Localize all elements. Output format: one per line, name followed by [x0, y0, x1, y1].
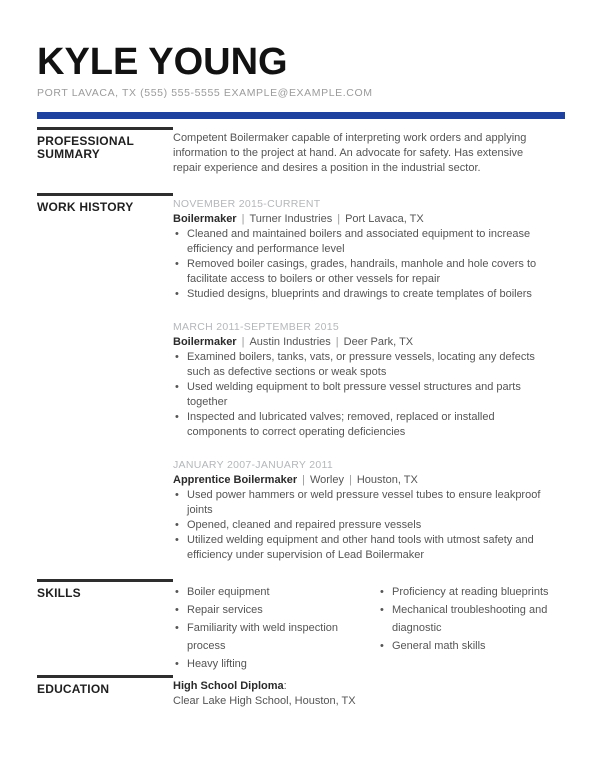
job-bullet: • Examined boilers, tanks, vats, or pressure vessels, locating any defects such as defective sections or weak spots — [173, 350, 551, 380]
job-dates: JANUARY 2007-JANUARY 2011 — [173, 459, 334, 471]
job-bullet: • Used power hammers or weld pressure vessel tubes to ensure leakproof joints — [173, 488, 551, 518]
section-label-professional-summary: PROFESSIONAL SUMMARY — [37, 127, 173, 161]
education-degree: High School Diploma — [173, 680, 284, 692]
section-professional-summary — [37, 127, 565, 176]
section-label-education: EDUCATION — [37, 675, 173, 696]
skill-item: • Repair services — [173, 601, 363, 619]
section-label-work-history: WORK HISTORY — [37, 193, 173, 214]
skills-columns — [173, 583, 566, 673]
job-entry — [173, 458, 565, 563]
pipe-separator: | — [335, 336, 339, 348]
section-content-work-history — [173, 193, 565, 563]
job-title: Boilermaker — [173, 213, 237, 225]
job-title-line — [173, 473, 565, 488]
pipe-separator: | — [349, 474, 352, 486]
job-title: Boilermaker — [173, 336, 237, 348]
job-location: Houston, TX — [356, 474, 418, 486]
job-company: Worley — [309, 474, 344, 486]
education-school: Clear Lake High School, Houston, TX — [173, 695, 356, 707]
job-bullet-list — [173, 227, 551, 302]
education-degree-colon: : — [283, 680, 287, 692]
job-title-line — [173, 335, 565, 350]
skills-column-1 — [173, 583, 363, 673]
job-location: Deer Park, TX — [343, 336, 414, 348]
pipe-separator: | — [337, 213, 341, 225]
skill-item: • Heavy lifting — [173, 655, 363, 673]
section-content-skills — [173, 579, 566, 673]
section-content-education — [173, 675, 565, 709]
job-dates: MARCH 2011-SEPTEMBER 2015 — [173, 321, 340, 333]
section-work-history — [37, 193, 565, 563]
job-bullet: • Cleaned and maintained boilers and associated equipment to increase efficiency and performance level — [173, 227, 551, 257]
skill-item: • Boiler equipment — [173, 583, 363, 601]
skill-item: • Proficiency at reading blueprints — [378, 583, 566, 601]
job-entry — [173, 197, 565, 302]
skill-list — [378, 583, 566, 655]
section-education — [37, 675, 565, 709]
job-company: Turner Industries — [249, 213, 333, 225]
skills-column-2 — [378, 583, 566, 673]
skill-list — [173, 583, 363, 673]
summary-text: Competent Boilermaker capable of interpreting work orders and applying information to the project at hand. An advocate for safety. Has extensive repair experience and desires a position in the industrial sector. — [173, 132, 527, 174]
education-degree-line — [173, 679, 565, 694]
job-company: Austin Industries — [249, 336, 331, 348]
job-bullet: • Utilized welding equipment and other hand tools with utmost safety and efficiency under supervision of Lead Boilermaker — [173, 533, 551, 563]
section-content-summary — [173, 127, 565, 176]
skill-item: • Familiarity with weld inspection process — [173, 619, 363, 655]
job-bullet: • Studied designs, blueprints and drawings to create templates of boilers — [173, 287, 551, 302]
job-title-line — [173, 212, 565, 227]
contact-line: PORT LAVACA, TX (555) 555-5555 EXAMPLE@EXAMPLE.COM — [37, 87, 373, 99]
job-dates: NOVEMBER 2015-CURRENT — [173, 198, 321, 210]
skill-item: • General math skills — [378, 637, 566, 655]
job-bullet-list — [173, 350, 551, 440]
divider-bar — [37, 112, 565, 119]
job-title: Apprentice Boilermaker — [173, 474, 298, 486]
skill-item: • Mechanical troubleshooting and diagnostic — [378, 601, 566, 637]
pipe-separator: | — [241, 336, 245, 348]
section-skills — [37, 579, 565, 673]
job-bullet: • Inspected and lubricated valves; removed, replaced or installed components to correct operating deficiencies — [173, 410, 551, 440]
pipe-separator: | — [302, 474, 305, 486]
job-bullet-list — [173, 488, 551, 563]
job-bullet: • Removed boiler casings, grades, handrails, manhole and hole covers to facilitate access to boilers or other vessels for repair — [173, 257, 551, 287]
job-bullet: • Used welding equipment to bolt pressure vessel structures and parts together — [173, 380, 551, 410]
job-location: Port Lavaca, TX — [345, 213, 424, 225]
section-label-skills: SKILLS — [37, 579, 173, 600]
job-bullet: • Opened, cleaned and repaired pressure vessels — [173, 518, 551, 533]
candidate-name: KYLE YOUNG — [37, 41, 288, 83]
job-entry — [173, 320, 565, 440]
pipe-separator: | — [241, 213, 245, 225]
